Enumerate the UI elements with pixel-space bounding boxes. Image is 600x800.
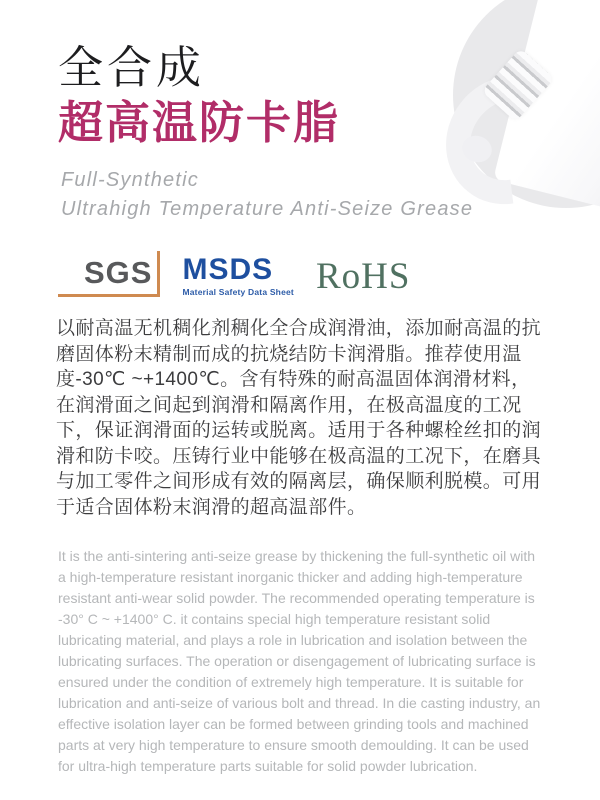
- product-title-cn-magenta: 超高温防卡脂: [58, 97, 341, 148]
- msds-logo-sublabel: Material Safety Data Sheet: [182, 287, 294, 298]
- msds-logo: [182, 255, 294, 297]
- msds-logo-label: MSDS: [182, 253, 274, 287]
- product-title-en-line2: Ultrahigh Temperature Anti-Seize Grease: [61, 198, 474, 220]
- description-chinese: 以耐高温无机稠化剂稠化全合成润滑油，添加耐高温的抗磨固体粉末精制而成的抗烧结防卡润滑脂。推荐使用温度-30℃ ~+1400℃。含有特殊的耐高温固体润滑材料，在润滑面之间起到润滑和隔离作用，在极高温度的工况下，保证润滑面的运转或脱离。适用于各种螺栓丝扣的润滑和防卡咬。压铸行业中能够在极高温的工况下，在磨具与加工零件之间形成有效的隔离层，确保顺利脱模。可用于适合固体粉末润滑的超高温部件。: [56, 318, 542, 518]
- rohs-logo-label: RoHS: [315, 255, 411, 297]
- sgs-logo-label: SGS: [84, 254, 153, 290]
- product-title-en: [61, 166, 473, 224]
- page-title: [58, 40, 340, 149]
- description-english: It is the anti-sintering anti-seize grease by thickening the full-synthetic oil with a high-temperature resistant inorganic thicker and adding high-temperature resistant anti-wear solid powder. The recommended operating temperature is -30° C ~ +1400° C. it contains special high temperature resistant solid lubricating material, and plays a role in lubrication and isolation between the lubricating surfaces. The operation or disengagement of lubricating surface is ensured under the condition of extremely high temperature. It is suitable for lubrication and anti-seize of various bolt and thread. In die casting industry, an effective isolation layer can be formed between grinding tools and machined parts at very high temperature to ensure smooth demoulding. It can be used for ultra-high temperature parts suitable for solid powder lubrication.: [58, 548, 541, 774]
- certifications-row: [58, 250, 410, 302]
- product-title-cn-black: 全合成: [58, 42, 206, 93]
- product-title-en-line1: Full-Synthetic: [61, 169, 199, 191]
- sgs-logo: [58, 253, 160, 300]
- rohs-logo: [316, 255, 410, 298]
